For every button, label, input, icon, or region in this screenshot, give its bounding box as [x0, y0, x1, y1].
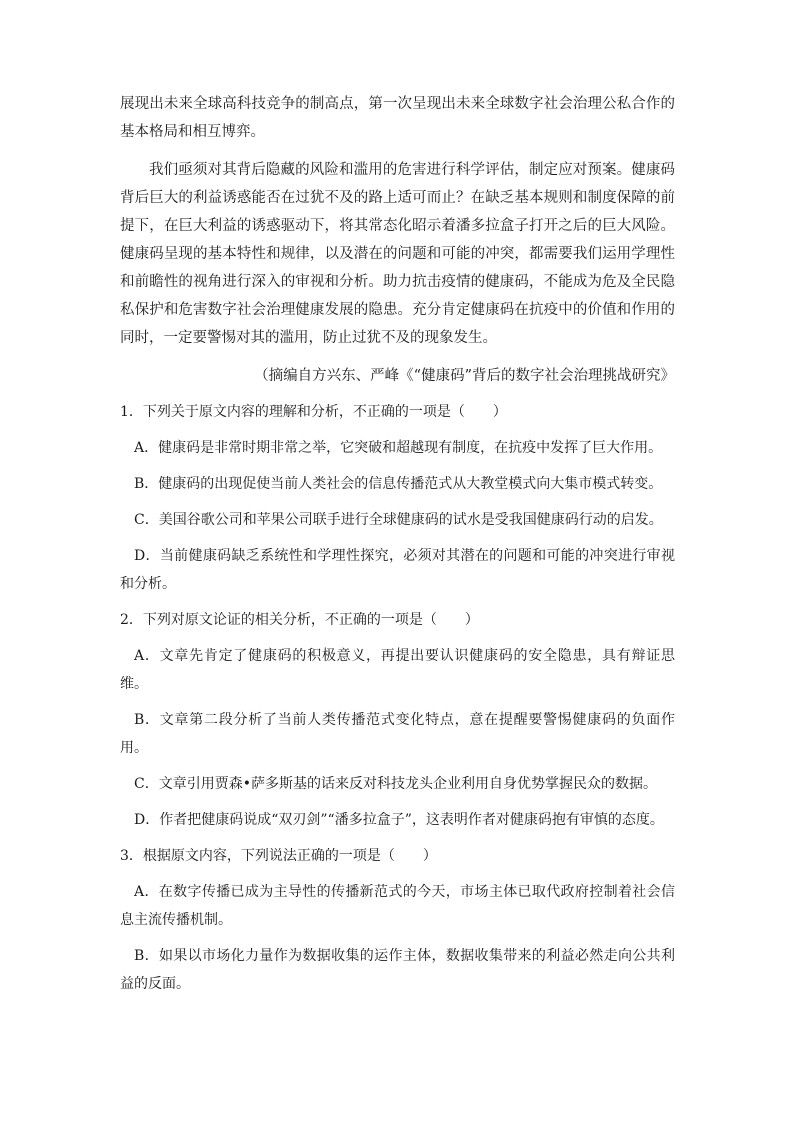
question-1	[120, 398, 675, 598]
question-3	[120, 842, 675, 998]
option-a: A．健康码是非常时期非常之举，它突破和超越现有制度，在抗疫中发挥了巨大作用。	[134, 440, 663, 456]
option-d: D．作者把健康码说成“双刃剑”“潘多拉盒子”，这表明作者对健康码抱有审慎的态度。	[134, 812, 664, 828]
option-c: C．美国谷歌公司和苹果公司联手进行全球健康码的试水是受我国健康码行动的启发。	[134, 512, 663, 528]
question-stem: 3．根据原文内容，下列说法正确的一项是（ ）	[120, 848, 437, 864]
option-b: B．文章第二段分析了当前人类传播范式变化特点，意在提醒要警惕健康码的负面作用。	[120, 712, 675, 756]
question-stem: 1．下列关于原文内容的理解和分析，不正确的一项是（ ）	[120, 404, 507, 420]
option-a: A．文章先肯定了健康码的积极意义，再提出要认识健康码的安全隐患，具有辩证思维。	[120, 648, 675, 692]
paragraph-continued: 展现出未来全球高科技竞争的制高点，第一次呈现出未来全球数字社会治理公私合作的基本格局和相互博弈。	[120, 96, 675, 140]
option-b: B．如果以市场化力量作为数据收集的运作主体，数据收集带来的利益必然走向公共利益的反面。	[120, 948, 675, 992]
document-page	[120, 90, 675, 998]
option-b: B．健康码的出现促使当前人类社会的信息传播范式从大教堂模式向大集市模式转变。	[134, 476, 663, 492]
question-2	[120, 606, 675, 834]
option-d: D．当前健康码缺乏系统性和学理性探究，必须对其潜在的问题和可能的冲突进行审视和分析。	[120, 548, 675, 592]
source-citation: （摘编自方兴东、严峰《“健康码”背后的数字社会治理挑战研究》	[254, 368, 675, 384]
option-c: C．文章引用贾森•萨多斯基的话来反对科技龙头企业利用自身优势掌握民众的数据。	[134, 776, 657, 792]
paragraph-body: 我们亟须对其背后隐藏的风险和滥用的危害进行科学评估，制定应对预案。健康码背后巨大的利益诱惑能否在过犹不及的路上适可而止？在缺乏基本规则和制度保障的前提下，在巨大利益的诱惑驱动下，将其常态化昭示着潘多拉盒子打开之后的巨大风险。健康码呈现的基本特性和规律，以及潜在的问题和可能的冲突，都需要我们运用学理性和前瞻性的视角进行深入的审视和分析。助力抗击疫情的健康码，不能成为危及全民隐私保护和危害数字社会治理健康发展的隐患。充分肯定健康码在抗疫中的价值和作用的同时，一定要警惕对其的滥用，防止过犹不及的现象发生。	[120, 162, 675, 346]
option-a: A．在数字传播已成为主导性的传播新范式的今天，市场主体已取代政府控制着社会信息主流传播机制。	[120, 884, 675, 928]
question-stem: 2．下列对原文论证的相关分析，不正确的一项是（ ）	[120, 612, 479, 628]
